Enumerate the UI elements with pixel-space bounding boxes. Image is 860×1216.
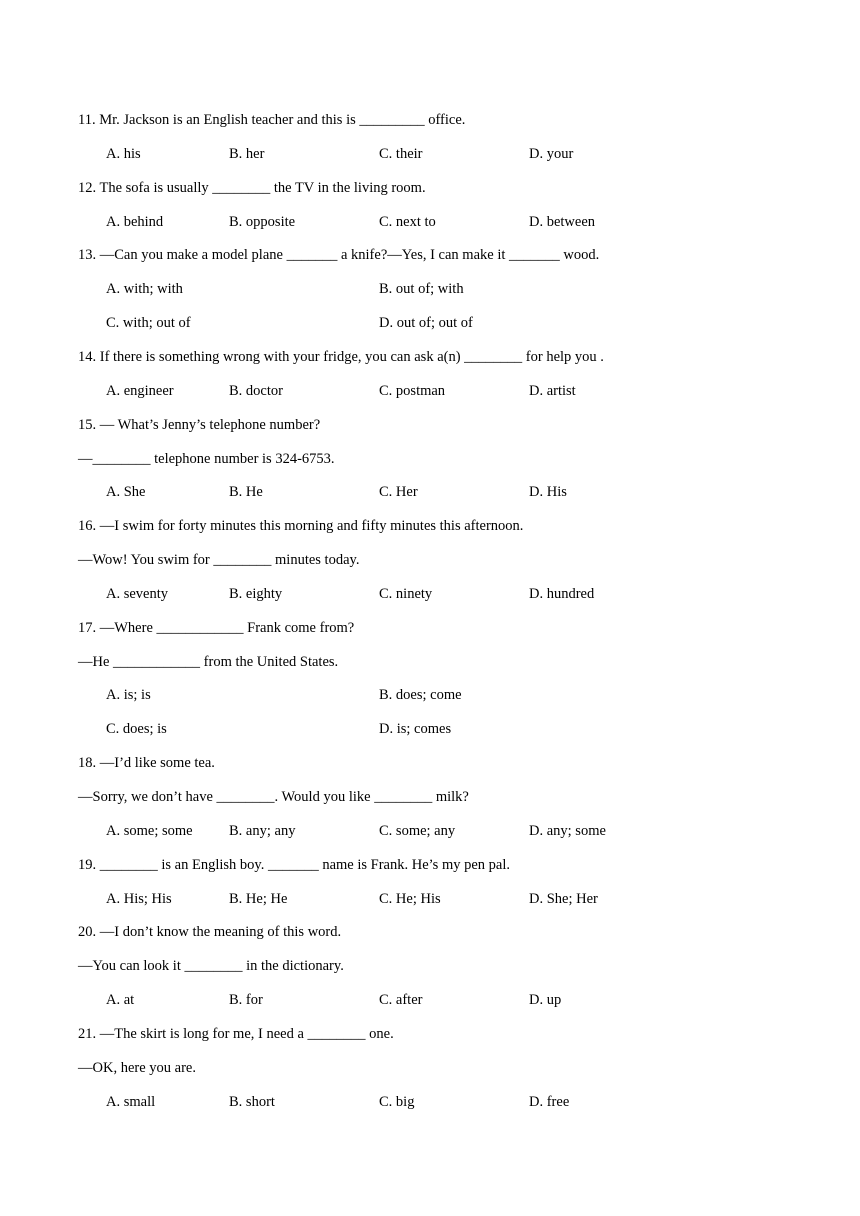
question-14-option-d: D. artist — [529, 382, 576, 399]
question-13-stem: 13. —Can you make a model plane _______ a knife?—Yes, I can make it _______ wood. — [78, 247, 600, 264]
question-15-stem: 15. — What’s Jenny’s telephone number? — [78, 416, 321, 433]
question-13-option-b: B. out of; with — [379, 281, 464, 298]
question-13-option-c: C. with; out of — [106, 315, 191, 332]
question-16-stem: 16. —I swim for forty minutes this morning and fifty minutes this afternoon. — [78, 518, 524, 535]
question-15-option-c: C. Her — [379, 484, 418, 501]
question-12-stem: 12. The sofa is usually ________ the TV in the living room. — [78, 179, 426, 196]
question-18-option-d: D. any; some — [529, 822, 606, 839]
question-15-dialogue-line: —________ telephone number is 324-6753. — [78, 450, 335, 467]
question-21-option-d: D. free — [529, 1093, 570, 1110]
question-14-option-c: C. postman — [379, 382, 446, 399]
question-19-stem: 19. ________ is an English boy. _______ name is Frank. He’s my pen pal. — [78, 856, 511, 873]
question-19-option-a: A. His; His — [106, 890, 172, 907]
question-17-option-d: D. is; comes — [379, 721, 452, 738]
question-18-option-b: B. any; any — [229, 822, 296, 839]
question-20-dialogue-line: —You can look it ________ in the dictionary. — [78, 958, 344, 975]
question-12-option-d: D. between — [529, 213, 596, 230]
question-19-option-b: B. He; He — [229, 890, 288, 907]
question-12-option-c: C. next to — [379, 213, 436, 230]
question-21-option-a: A. small — [106, 1093, 156, 1110]
question-11-stem: 11. Mr. Jackson is an English teacher and this is _________ office. — [78, 112, 466, 128]
question-11-option-c: C. their — [379, 145, 423, 162]
question-21-dialogue-line: ―OK, here you are. — [78, 1059, 196, 1076]
question-14-option-a: A. engineer — [106, 382, 174, 399]
question-14-option-b: B. doctor — [229, 382, 283, 399]
question-16-option-d: D. hundred — [529, 585, 595, 602]
question-13-option-a: A. with; with — [106, 281, 183, 298]
question-14-stem: 14. If there is something wrong with your fridge, you can ask a(n) ________ for help you . — [78, 348, 604, 365]
question-20-stem: 20. —I don’t know the meaning of this word. — [78, 924, 342, 941]
question-12-option-b: B. opposite — [229, 213, 296, 230]
question-15-option-b: B. He — [229, 484, 263, 501]
question-19-option-c: C. He; His — [379, 890, 441, 907]
question-13-option-d: D. out of; out of — [379, 315, 473, 332]
question-20-option-d: D. up — [529, 992, 562, 1009]
question-18-option-a: A. some; some — [106, 822, 193, 839]
question-16-option-c: C. ninety — [379, 585, 433, 602]
question-20-option-b: B. for — [229, 992, 263, 1009]
question-17-option-c: C. does; is — [106, 721, 167, 738]
question-20-option-a: A. at — [106, 992, 135, 1009]
question-21-option-c: C. big — [379, 1093, 415, 1110]
question-21-stem: 21. ―The skirt is long for me, I need a ________ one. — [78, 1025, 394, 1042]
question-15-option-a: A. She — [106, 484, 146, 501]
question-12-option-a: A. behind — [106, 213, 164, 230]
question-19-option-d: D. She; Her — [529, 890, 598, 907]
question-11-option-b: B. her — [229, 145, 265, 162]
question-18-dialogue-line: —Sorry, we don’t have ________. Would you like ________ milk? — [78, 789, 469, 805]
question-11-option-a: A. his — [106, 145, 141, 162]
question-11-option-d: D. your — [529, 145, 574, 162]
question-17-dialogue-line: —He ____________ from the United States. — [78, 653, 339, 670]
question-21-option-b: B. short — [229, 1093, 275, 1110]
question-16-option-a: A. seventy — [106, 585, 169, 602]
question-18-option-c: C. some; any — [379, 822, 456, 839]
question-15-option-d: D. His — [529, 484, 567, 501]
question-17-option-b: B. does; come — [379, 687, 462, 704]
question-20-option-c: C. after — [379, 992, 423, 1009]
question-16-dialogue-line: —Wow! You swim for ________ minutes today. — [78, 552, 360, 569]
question-17-option-a: A. is; is — [106, 687, 151, 704]
question-16-option-b: B. eighty — [229, 585, 283, 602]
question-17-stem: 17. —Where ____________ Frank come from? — [78, 619, 355, 636]
question-18-stem: 18. —I’d like some tea. — [78, 755, 215, 772]
